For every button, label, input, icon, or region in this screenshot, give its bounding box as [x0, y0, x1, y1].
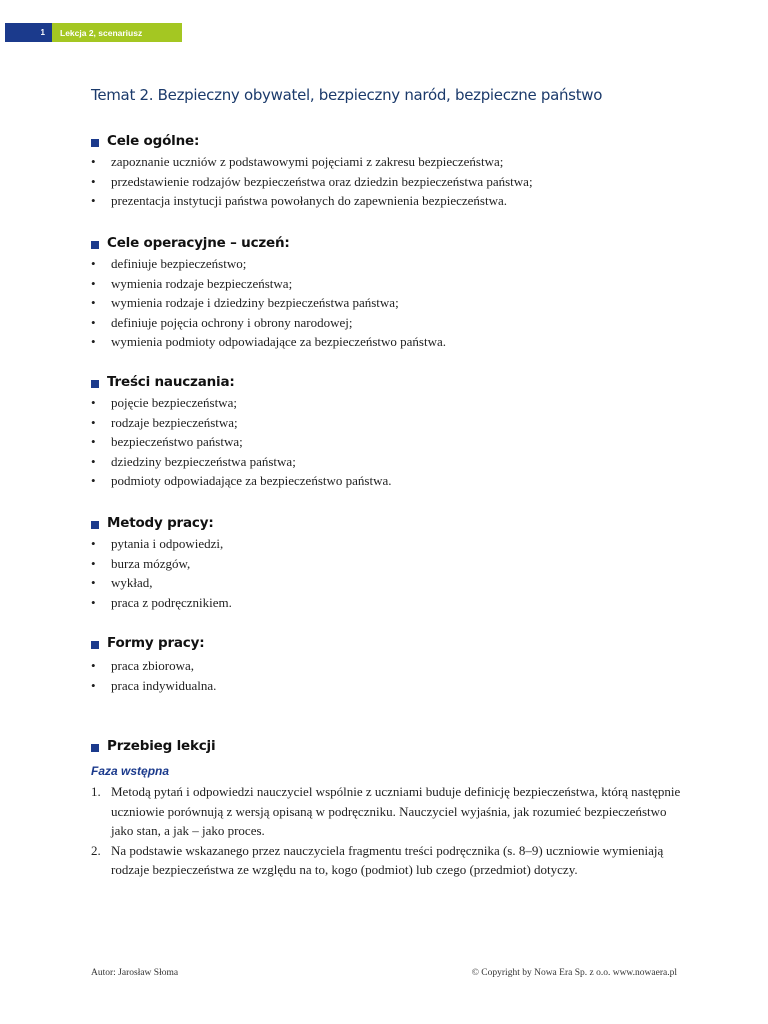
section-operational-goals [91, 232, 446, 352]
square-bullet-icon [91, 744, 99, 752]
section-heading: Przebieg lekcji [107, 738, 216, 754]
list-item: • praca zbiorowa, [91, 656, 216, 676]
list-item: • definiuje pojęcia ochrony i obrony narodowej; [91, 313, 446, 333]
square-bullet-icon [91, 241, 99, 249]
footer-author: Autor: Jarosław Słoma [91, 968, 179, 978]
section-teaching-content [91, 371, 391, 491]
page-title: Temat 2. Bezpieczny obywatel, bezpieczny naród, bezpieczne państwo [91, 86, 603, 104]
section-general-goals [91, 130, 533, 211]
item-text: Metodą pytań i odpowiedzi nauczyciel wspólnie z uczniami buduje definicję bezpieczeństwa, którą następnie uczniowie porównują z wersją opisaną w podręczniku. Nauczyciel wyjaśnia, jak rozumieć bezpieczeństwo jako stan, a jak – jako proces. [111, 784, 681, 838]
list-item: • praca z podręcznikiem. [91, 593, 232, 613]
list-item: • bezpieczeństwo państwa; [91, 432, 391, 452]
header-bar [5, 23, 182, 42]
square-bullet-icon [91, 521, 99, 529]
section-heading: Cele ogólne: [107, 133, 200, 149]
section-forms [91, 632, 216, 695]
list-item: • zapoznanie uczniów z podstawowymi pojęciami z zakresu bezpieczeństwa; [91, 152, 533, 172]
list-item: • prezentacja instytucji państwa powołanych do zapewnienia bezpieczeństwa. [91, 191, 533, 211]
list-item: • wymienia rodzaje i dziedziny bezpieczeństwa państwa; [91, 293, 446, 313]
item-number: 1. [91, 784, 101, 799]
list-item: • praca indywidualna. [91, 676, 216, 696]
section-heading: Cele operacyjne – uczeń: [107, 235, 290, 251]
square-bullet-icon [91, 641, 99, 649]
list-item: • wymienia podmioty odpowiadające za bezpieczeństwo państwa. [91, 332, 446, 352]
list-item: • przedstawienie rodzajów bezpieczeństwa oraz dziedzin bezpieczeństwa państwa; [91, 172, 533, 192]
section-heading: Metody pracy: [107, 515, 214, 531]
bullet-list [91, 254, 446, 352]
list-item: • burza mózgów, [91, 554, 232, 574]
square-bullet-icon [91, 139, 99, 147]
list-item: • pojęcie bezpieczeństwa; [91, 393, 391, 413]
list-item: • dziedziny bezpieczeństwa państwa; [91, 452, 391, 472]
footer-copyright: © Copyright by Nowa Era Sp. z o.o. www.nowaera.pl [471, 968, 677, 978]
bullet-list [91, 656, 216, 695]
list-item: • pytania i odpowiedzi, [91, 534, 232, 554]
list-item: • rodzaje bezpieczeństwa; [91, 413, 391, 433]
list-item: • definiuje bezpieczeństwo; [91, 254, 446, 274]
lesson-tag: Lekcja 2, scenariusz [52, 23, 182, 42]
bullet-list [91, 152, 533, 211]
section-methods [91, 512, 232, 612]
list-item [91, 782, 691, 841]
phase-heading: Faza wstępna [91, 764, 170, 778]
item-text: Na podstawie wskazanego przez nauczyciela fragmentu treści podręcznika (s. 8–9) uczniowie wymieniają rodzaje bezpieczeństwa ze względu na to, kogo (podmiot) lub czego (przedmiot) dotyczy. [111, 842, 664, 877]
item-number: 2. [91, 842, 101, 858]
section-heading: Formy pracy: [107, 635, 205, 651]
list-item: • wykład, [91, 573, 232, 593]
list-item: • podmioty odpowiadające za bezpieczeństwo państwa. [91, 471, 391, 491]
list-item: • wymienia rodzaje bezpieczeństwa; [91, 274, 446, 294]
bullet-list [91, 534, 232, 612]
list-item [91, 841, 691, 880]
section-lesson-flow [91, 735, 215, 757]
square-bullet-icon [91, 380, 99, 388]
page-number: 1 [5, 23, 52, 42]
section-heading: Treści nauczania: [107, 374, 235, 390]
numbered-list [91, 782, 691, 880]
bullet-list [91, 393, 391, 491]
